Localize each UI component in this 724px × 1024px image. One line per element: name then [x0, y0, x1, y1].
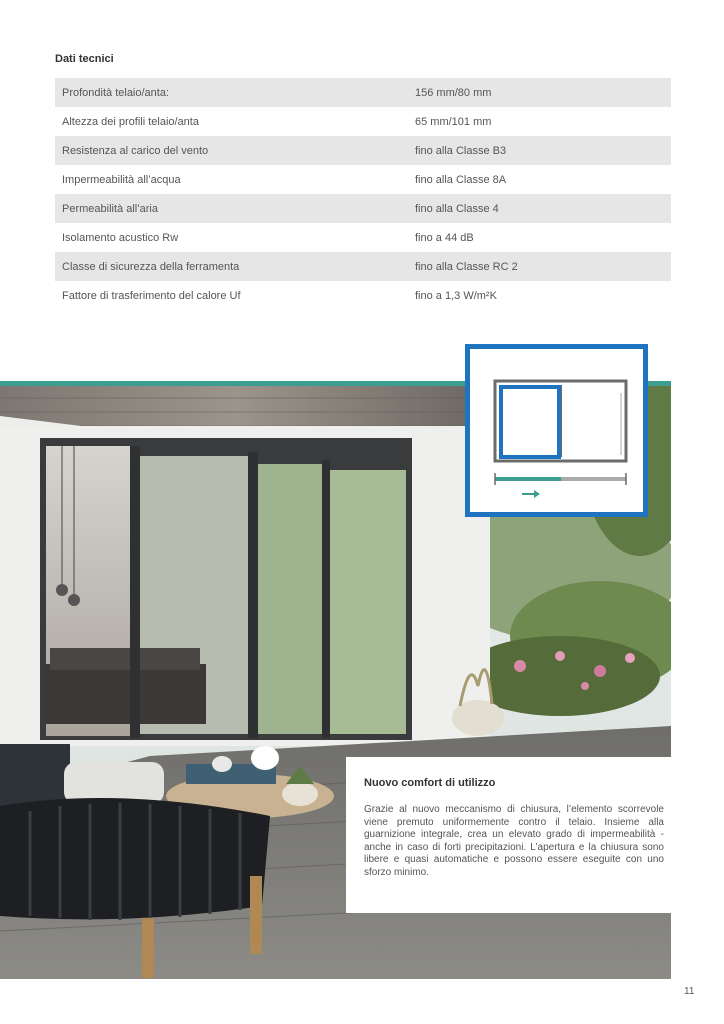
comfort-title: Nuovo comfort di utilizzo — [364, 777, 496, 789]
spec-row — [55, 78, 671, 107]
spec-label: Classe di sicurezza della ferramenta — [55, 252, 408, 281]
spec-label: Fattore di trasferimento del calore Uf — [62, 289, 241, 302]
section-title: Dati tecnici — [55, 53, 114, 65]
spec-table — [55, 78, 671, 310]
page-number: 11 — [684, 986, 695, 997]
arrow-right-icon — [522, 490, 540, 498]
spec-label: Profondità telaio/anta: — [55, 78, 408, 107]
spec-value: fino a 44 dB — [415, 231, 474, 244]
spec-value: fino alla Classe 4 — [408, 194, 671, 223]
spec-value: fino alla Classe RC 2 — [408, 252, 671, 281]
spec-label: Impermeabilità all’acqua — [62, 173, 181, 186]
comfort-text: Grazie al nuovo meccanismo di chiusura, l’elemento scorrevole viene premuto uniformemente contro il telaio. Insieme alla guarnizione integrale, crea un elevato grado di impermeabilità - anche in caso di forti precipitazioni. L’apertura e la chiusura sono libere e quasi automatiche e possono essere eseguite con uno sforzo minimo. — [364, 804, 664, 878]
spec-label: Isolamento acustico Rw — [62, 231, 179, 244]
spec-row — [55, 107, 671, 136]
spec-value: fino alla Classe 8A — [415, 173, 507, 186]
spec-value: 65 mm/101 mm — [415, 115, 492, 128]
sliding-sash-icon — [501, 387, 559, 457]
sliding-door-diagram — [465, 344, 648, 517]
spec-value: fino a 1,3 W/m²K — [415, 289, 497, 302]
comfort-info-box — [346, 757, 671, 913]
spec-row — [55, 223, 671, 252]
spec-label: Altezza dei profili telaio/anta — [62, 115, 199, 128]
spec-row — [55, 194, 671, 223]
spec-value: fino alla Classe B3 — [408, 136, 671, 165]
spec-row — [55, 281, 671, 310]
spec-row — [55, 136, 671, 165]
spec-label: Permeabilità all’aria — [55, 194, 408, 223]
spec-row — [55, 252, 671, 281]
spec-value: 156 mm/80 mm — [408, 78, 671, 107]
spec-label: Resistenza al carico del vento — [55, 136, 408, 165]
spec-row — [55, 165, 671, 194]
